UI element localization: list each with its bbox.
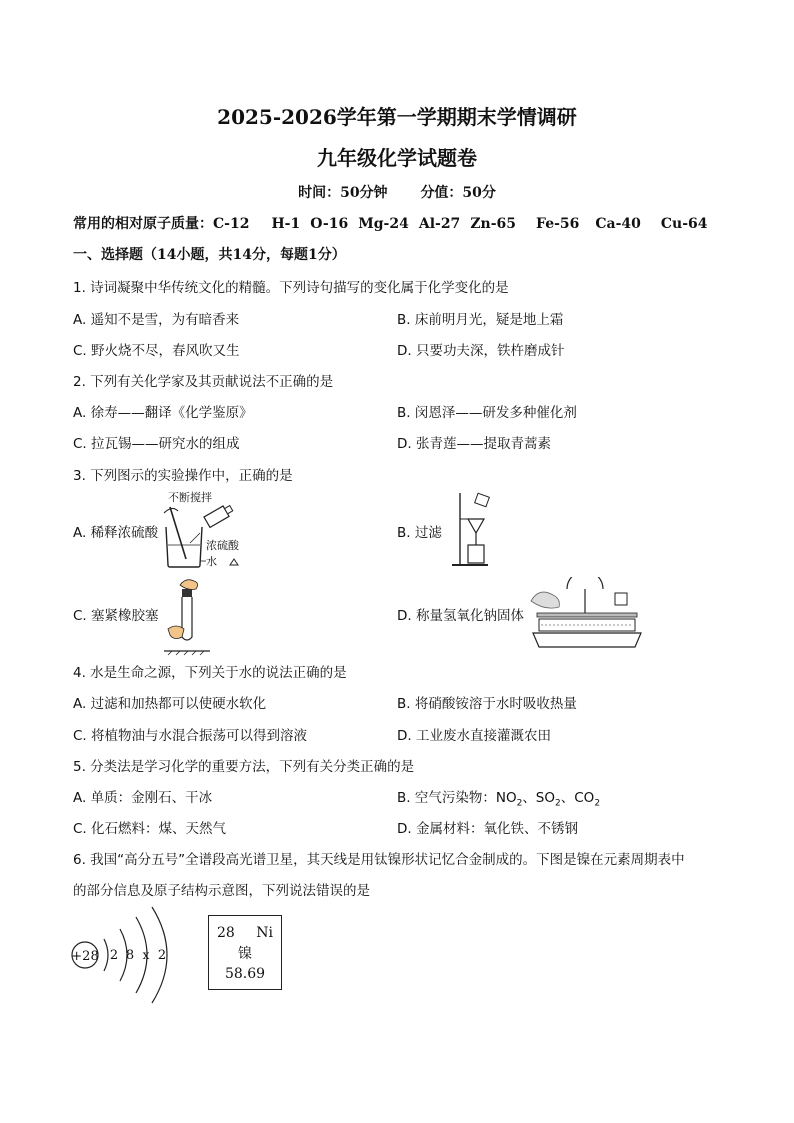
question-5-option-c[interactable]: C. 化石燃料：煤、天然气 [73,821,227,837]
question-2-option-c[interactable]: C. 拉瓦锡——研究水的组成 [73,436,240,452]
rubber-stopper [182,589,192,597]
hand-icon [180,580,198,590]
shell-count: 2 [157,948,167,963]
funnel-icon [468,519,484,533]
question-3-option-d[interactable]: D. 称量氢氧化钠固体 [397,608,524,624]
nucleus-charge: +28 [71,949,99,964]
scale-dial [567,577,603,589]
pouring-beaker [475,493,490,507]
question-5-stem: 5. 分类法是学习化学的重要方法，下列有关分类正确的是 [73,759,415,775]
atomic-masses-label: 常用的相对原子质量： [73,216,213,232]
acid-label: 浓硫酸 [206,539,239,552]
water-label: 水 [206,555,217,568]
question-6-stem-line1: 6. 我国“高分五号”全谱段高光谱卫星，其天线是用钛镍形状记忆合金制成的。下图是镍在元素周期表中 [73,852,685,868]
dilute-acid-figure [160,487,270,571]
atomic-structure-diagram [68,903,186,1007]
exam-time-score [0,182,794,202]
question-1-stem: 1. 诗词凝聚中华传统文化的精髓。下列诗句描写的变化属于化学变化的是 [73,280,509,296]
question-2-stem: 2. 下列有关化学家及其贡献说法不正确的是 [73,374,334,390]
stopper-icon [230,559,238,565]
exam-score: 分值：50分 [420,185,496,201]
question-1-option-a[interactable]: A. 遥知不是雪，为有暗香来 [73,312,240,328]
atom-mass: Al-27 [418,216,461,232]
sodium-hydroxide-solid [531,592,559,608]
atomic-masses [73,213,718,233]
weight-icon [615,593,627,605]
question-3-option-c[interactable]: C. 塞紧橡胶塞 [73,608,159,624]
question-4-stem: 4. 水是生命之源，下列关于水的说法正确的是 [73,665,347,681]
element-symbol: Ni [256,925,273,941]
atom-mass: Mg-24 [358,216,409,232]
shell-count: 2 [109,948,119,963]
question-3-stem: 3. 下列图示的实验操作中，正确的是 [73,468,293,484]
question-1-option-b[interactable]: B. 床前明月光，疑是地上霜 [397,312,564,328]
periodic-table-cell [208,915,282,990]
glass-rod [170,507,186,559]
atom-mass: C-12 [213,216,250,232]
question-3-option-a[interactable]: A. 稀释浓硫酸 [73,525,159,541]
atomic-mass: 58.69 [224,966,266,982]
balance-figure [527,577,645,653]
shell-count: x [142,948,150,962]
element-name: 镍 [238,946,252,962]
balance-base [533,633,641,647]
test-tube [182,597,192,640]
atomic-number: 28 [217,925,235,941]
atom-mass: Ca-40 [595,216,641,232]
stopper-tube-figure [164,575,214,657]
question-2-option-a[interactable]: A. 徐寿——翻译《化学鉴原》 [73,405,253,421]
hand-icon [168,626,184,639]
question-2-option-d[interactable]: D. 张青莲——提取青蒿素 [397,436,551,452]
question-4-option-b[interactable]: B. 将硝酸铵溶于水时吸收热量 [397,696,577,712]
question-4-option-c[interactable]: C. 将植物油与水混合振荡可以得到溶液 [73,728,308,744]
atom-mass: Fe-56 [536,216,580,232]
question-1-option-c[interactable]: C. 野火烧不尽，春风吹又生 [73,343,240,359]
filtration-figure [448,489,498,569]
question-6-stem-line2: 的部分信息及原子结构示意图，下列说法错误的是 [73,883,370,899]
atom-mass: Cu-64 [660,216,708,232]
question-1-option-d[interactable]: D. 只要功夫深，铁杵磨成针 [397,343,565,359]
question-3-option-b[interactable]: B. 过滤 [397,525,442,541]
stir-label: 不断搅拌 [168,491,212,504]
exam-subtitle: 九年级化学试题卷 [317,146,477,170]
exam-time: 时间：50分钟 [298,185,388,201]
atom-mass: Zn-65 [470,216,517,232]
atom-mass: O-16 [310,216,349,232]
question-5-option-b[interactable]: B. 空气污染物：$NO_2$、$SO_2$、$CO_2$ [397,790,601,809]
shell-count: 8 [125,948,135,963]
question-5-option-d[interactable]: D. 金属材料：氧化铁、不锈钢 [397,821,578,837]
exam-title: 2025-2026学年第一学期期末学情调研 [217,105,577,129]
question-4-option-d[interactable]: D. 工业废水直接灌溉农田 [397,728,551,744]
receiving-beaker [468,545,484,563]
atom-mass: H-1 [271,216,301,232]
section-heading: 一、选择题（14小题，共14分，每题1分） [73,247,346,263]
question-5-option-a[interactable]: A. 单质：金刚石、干冰 [73,790,213,806]
question-2-option-b[interactable]: B. 闵恩泽——研发多种催化剂 [397,405,577,421]
beaker [166,527,202,567]
electron-shell [104,939,108,971]
question-4-option-a[interactable]: A. 过滤和加热都可以使硬水软化 [73,696,267,712]
